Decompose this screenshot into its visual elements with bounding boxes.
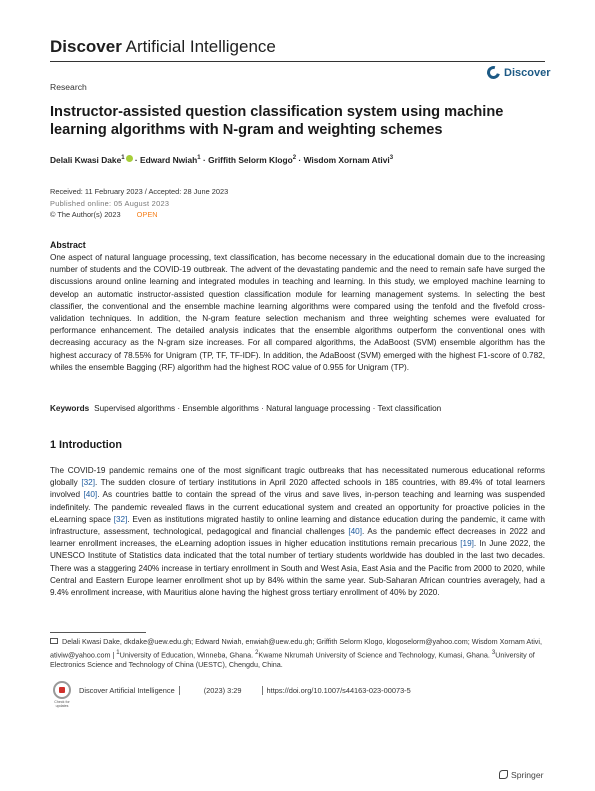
envelope-icon	[50, 638, 58, 644]
citation-link[interactable]: [19]	[460, 539, 474, 549]
abstract-text: One aspect of natural language processing, text classification, has become necessary in the educational domain due to the increasing number of students and the COVID-19 outbreak. The advent of the devastating pandemic and the need to remain safe have surged the discussions around online learning and integrated modules in teaching and learning. In this study, we employed machine learning to develop an automatic instructor-assisted question classification module for learning management systems. In selecting the best classifier, the conventional and the ensemble machine learning algorithms were compared using the tenfold and the fivefold cross-validation techniques. In addition, the N-gram feature selection mechanism and three weighting schemes were evaluated for performance enhancement. The detailed analysis indicates that the ensemble algorithms outperform the conventional ones with decreasing accuracy as the N-gram size increases. For all compared algorithms, the AdaBoost (SVM) ensemble algorithm has the highest accuracy of 78.55% for Unigram (TP, TF, TF-IDF). In addition, the AdaBoost (SVM) emerged with the highest F1-score of 0.782, whiles the ensemble Bagging (RF) algorithm had the highest ROC value of 0.955 for Unigram (TP).	[50, 253, 545, 372]
affiliation-1: University of Education, Winneba, Ghana.	[119, 649, 256, 659]
footer-citation: (2023) 3:29	[203, 686, 242, 695]
paragraph-text: The COVID-19 pandemic remains one of the most significant tragic outbreaks that has necessitated numerous educational reforms globally	[50, 466, 545, 488]
keywords-label: Keywords	[50, 404, 90, 413]
journal-name-rest: Artificial Intelligence	[125, 37, 276, 56]
paragraph-text: . In June 2022, the UNESCO Institute of Statistics data indicated that the total number of tertiary students worldwide has doubled in the last two decades. There was a staggering 240% increase in tertiary enrollment in South and West Asia, East Asia and the Pacific from 2000 to 2020, while Central and Eastern Europe learner enrollment shot up by 84% within the same year. Sub-Saharan African countries averagely, had a 9.4% enrollment increase, with Mauritius alone having the highest gross tertiary enrollment of 40% by 2020.	[50, 539, 546, 598]
article-type: Research	[50, 82, 87, 92]
introduction-paragraph	[50, 465, 545, 599]
published-online-date: Published online: 05 August 2023	[50, 198, 170, 208]
affiliation-3: University of Electronics Science and Technology of China (UESTC), Chengdu, China.	[50, 649, 535, 670]
paragraph-text: . Even as institutions migrated hastily to online learning and distance education during the pandemic, it came with infrastructure, assessment, technological, pedagogical and financial challenges	[50, 514, 545, 537]
author-affiliation-sup: 1	[121, 155, 125, 162]
footer-journal: Discover Artificial Intelligence	[79, 686, 175, 695]
footer-divider	[179, 686, 180, 695]
open-access-badge: OPEN	[136, 210, 158, 219]
citation-link[interactable]: [32]	[113, 514, 128, 524]
discover-logo	[487, 66, 550, 79]
paragraph-text: . As the pandemic effect decreases in 2022 and learner enrollment increases, the eLearning adoption issues in higher education institutions remain precarious	[50, 527, 545, 549]
author-affiliation-sup: 3	[389, 155, 394, 162]
keywords-list: Supervised algorithms · Ensemble algorithms · Natural language processing · Text classification	[94, 404, 442, 413]
crossmark-icon	[53, 681, 71, 699]
author-footnote: Delali Kwasi Dake, dkdake@uew.edu.gh; Edward Nwiah, enwiah@uew.edu.gh; Griffith Selorm Klogo, klogoselorm@yahoo.com; Wisdom Xornam Ativi, ativiw@yahoo.com | $^1$University of Education, Winneba, Ghana. $^2$Kwame Nkrumah University of Science and Technology, Kumasi, Ghana. $^3$University of Electronics Science and Technology of China (UESTC), Chengdu, China.	[50, 637, 542, 670]
keywords	[50, 404, 441, 413]
crossmark-label: Check for updates	[54, 700, 70, 708]
publication-dates	[50, 186, 228, 221]
footer-doi-link[interactable]: https://doi.org/10.1007/s44163-023-00073-5	[266, 686, 411, 695]
publisher-name: Springer	[511, 770, 544, 780]
journal-name-bold: Discover	[50, 37, 122, 56]
author-name: Wisdom Xornam Ativi	[303, 155, 390, 165]
author-name: Edward Nwiah	[140, 155, 198, 165]
discover-logo-icon	[485, 64, 503, 82]
article-title: Instructor-assisted question classification system using machine learning algorithms with N-gram and weighting schemes	[50, 104, 504, 138]
page-footer	[79, 686, 411, 695]
citation-link[interactable]: [40]	[83, 490, 98, 500]
abstract-heading: Abstract	[50, 240, 86, 250]
header-rule	[50, 61, 545, 62]
journal-header	[50, 37, 276, 57]
citation-link[interactable]: [32]	[81, 478, 95, 488]
paragraph-text: . As countries battle to contain the spread of the virus and save lives, in-person teaching and learning was suspended indefinitely. The pandemic revealed flaws in the current educational system and created an opportunity for proactive policies in the eLearning space	[50, 490, 545, 524]
copyright-notice: © The Author(s) 2023	[50, 210, 121, 219]
footnote-rule	[50, 632, 146, 633]
author-list: Delali Kwasi Dake$^1$ · Edward Nwiah$^1$ · Griffith Selorm Klogo$^2$ · Wisdom Xornam Ativi$^3$	[50, 155, 394, 165]
publisher-logo	[499, 770, 543, 780]
citation-link[interactable]: [40]	[348, 527, 362, 537]
author-affiliation-sup: 2	[292, 155, 297, 162]
footer-divider	[262, 686, 263, 695]
author-name: Griffith Selorm Klogo	[208, 155, 293, 165]
author-emails: Delali Kwasi Dake, dkdake@uew.edu.gh; Edward Nwiah, enwiah@uew.edu.gh; Griffith Selorm Klogo, klogoselorm@yahoo.com; Wisdom Xornam Ativi, ativiw@yahoo.com |	[50, 637, 542, 659]
received-accepted-dates: Received: 11 February 2023 / Accepted: 28 June 2023	[50, 187, 229, 196]
paragraph-text: . The sudden closure of tertiary institutions in April 2020 affected schools in 185 countries, with 89.4% of total learners involved	[50, 478, 545, 500]
author-name: Delali Kwasi Dake	[50, 155, 122, 165]
springer-horse-icon	[499, 770, 508, 779]
author-affiliation-sup: 1	[197, 155, 201, 162]
orcid-icon[interactable]	[126, 155, 133, 162]
affiliation-2: Kwame Nkrumah University of Science and Technology, Kumasi, Ghana.	[258, 649, 492, 659]
section-heading-introduction: 1 Introduction	[50, 439, 122, 451]
discover-logo-text: Discover	[504, 66, 551, 79]
check-for-updates-badge[interactable]	[50, 681, 74, 709]
